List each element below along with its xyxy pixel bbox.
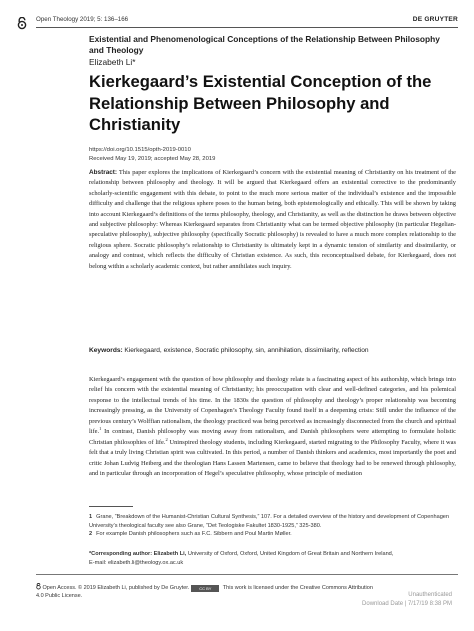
download-date: Download Date | 7/17/19 8:38 PM — [362, 600, 452, 607]
keywords-label: Keywords: — [89, 347, 123, 354]
footnote-number: 2 — [89, 531, 93, 538]
article-meta — [89, 146, 456, 164]
author-name: Elizabeth Li* — [89, 57, 136, 67]
footnotes — [89, 513, 456, 539]
footnote-text: For example Danish philosophers such as F.C. Sibbern and Poul Martin Møller. — [96, 531, 292, 538]
body-text-1: Kierkegaard’s engagement with the question of how philosophy and theology relate is a fascinating aspect of his authorship, which brings into relief his concern with the existential meaning of Christianity; his preoccupation with clear and well-defined categories, and his polemical response to the intellectual trends of his time. In the 1830s the question of philosophy and theology’s proper relationship was becoming increasingly pressing, as the University of Copenhagen’s Theology Faculty found itself in a deepening crisis: Still under the influence of the previous century’s Wolffian rationalism, the theology practiced was being perceived as increasingly disconnected from the church and spiritual life. — [89, 376, 456, 436]
body-text-2: In contrast, Danish philosophy was moving away from rationalism, and Danish philosophers were attempting to formulate holistic Christian philosophies of life. — [89, 428, 456, 446]
footnote-text: Grane, “Breakdown of the Humanist-Christian Cultural Synthesis,” 107. For a detailed overview of the history and development of Copenhagen University’s theological faculty see also Grane, “Det Teologiske Fakultet 1830-1925,” 325-380. — [89, 514, 450, 529]
body-paragraph — [89, 375, 456, 480]
doi-link[interactable]: https://doi.org/10.1515/opth-2019-0010 — [89, 147, 191, 153]
open-access-icon — [36, 583, 41, 590]
corr-affiliation: University of Oxford, Oxford, United Kingdom of Great Britain and Northern Ireland, — [186, 551, 394, 557]
open-access-icon — [17, 17, 27, 30]
license-text-cont: This work is licensed under the Creative Commons Attribution — [221, 585, 373, 591]
abstract — [89, 168, 456, 272]
header-rule — [36, 27, 458, 28]
footnote-ref-1[interactable]: 1 — [99, 426, 102, 432]
footnote-ref-2[interactable]: 2 — [165, 436, 168, 442]
article-title: Kierkegaard’s Existential Conception of the Relationship Between Philosophy and Christianity — [89, 72, 432, 134]
footnote-number: 1 — [89, 514, 93, 520]
cc-by-icon[interactable]: CC BY — [191, 585, 219, 592]
footnote-item — [89, 530, 456, 539]
keywords — [89, 346, 456, 356]
corr-email[interactable]: E-mail: elizabeth.li@theology.ox.ac.uk — [89, 559, 184, 566]
abstract-text: This paper explores the implications of Kierkegaard’s concern with the existential meaning of Christianity on his treatment of the relationship between philosophy and theology. It will be argued that Kierkegaard offers an existential corrective to the predominantly scholarly-scientific engagement with this debate, to point to the much more serious matter of the individual’s existence and the impossible difficulty and challenge that the religious sphere poses to the human being, both epistemologically and ethically. This will be shown by taking into account Kierkegaard’s definitions of the terms philosophy, theology, and Christianity, as well as the distinction he draws between objective and subjective philosophy: Whereas Kierkegaard separates from Christianity what can be termed objective philosophy (in particular Hegelian-speculative philosophy), subjective philosophy (specifically Socratic philosophy) is revealed to have a much more complex relationship to the religious sphere. Socratic philosophy’s relationship to Christianity is ultimately kept in a dynamic tension of similarity and dissimilarity, or analogy and contrast, which reflects the difficulty of Christian existence. As such, this reconceptualised debate, for Kierkegaard, does not belong within a scholarly academic context, but rather annihilates such inquiry. — [89, 169, 456, 270]
abstract-label: Abstract: — [89, 169, 118, 176]
keywords-text: Kierkegaard, existence, Socratic philosophy, sin, annihilation, dissimilarity, reflection — [124, 347, 369, 354]
auth-status: Unauthenticated — [408, 592, 452, 598]
body-text-3: Uninspired theology students, including Kierkegaard, started migrating to the Philosophy Faculty, where it was felt that a truly living Christian spirit was cultivated. In this period, a number of Danish thinkers and academics, most importantly the poet and critic Johan Ludvig Heiberg and the theologian Hans Lassen Martensen, came to believe that theology had to be renewed through philosophy, and in particular through an incorporation of Hegel’s speculative philosophy, whose principle of mediation — [89, 438, 456, 478]
publisher-logo: DE GRUYTER — [412, 16, 458, 23]
received-dates: Received May 19, 2019; accepted May 28, 2019 — [89, 156, 216, 162]
footnote-item — [89, 513, 456, 530]
footer-rule — [36, 574, 458, 575]
series-title: Existential and Phenomenological Conceptions of the Relationship Between Philosophy and Theology — [89, 34, 440, 55]
download-stamp — [362, 591, 452, 608]
license-text-2: 4.0 Public License. — [36, 593, 83, 600]
corresponding-author — [89, 550, 456, 567]
journal-citation: Open Theology 2019; 5: 136–166 — [36, 16, 129, 23]
license-text: Open Access. © 2019 Elizabeth Li, published by De Gruyter. — [42, 585, 190, 591]
corr-label: *Corresponding author: Elizabeth Li, — [89, 551, 187, 557]
footnote-rule — [89, 506, 133, 507]
